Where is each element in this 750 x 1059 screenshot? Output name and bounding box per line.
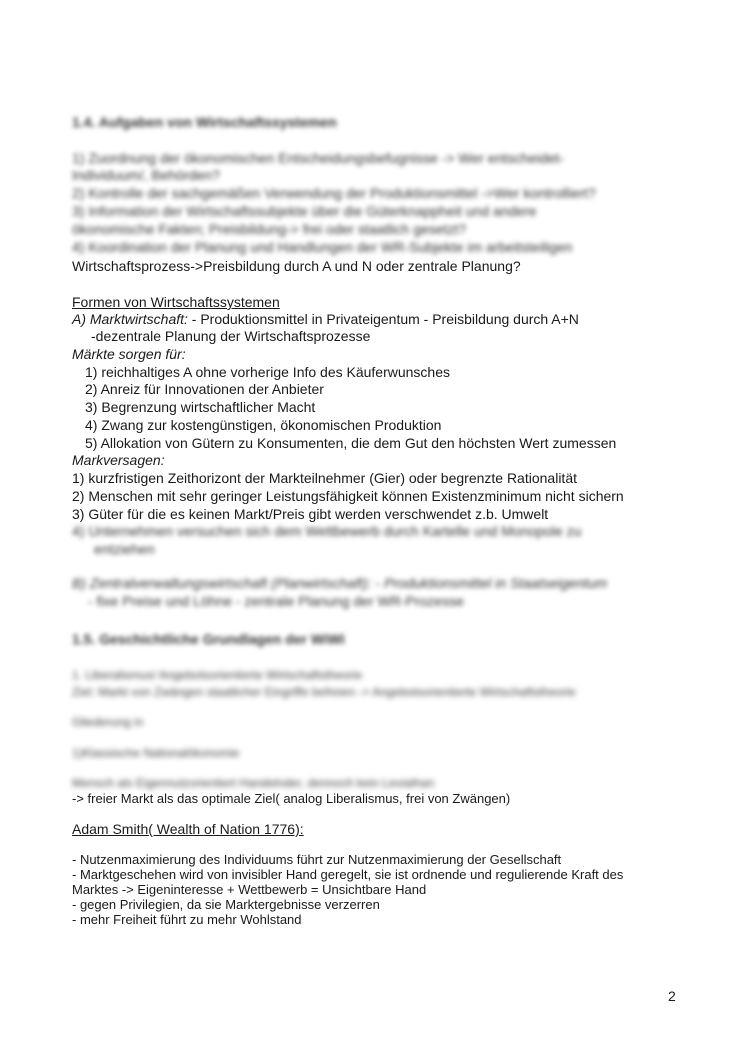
- market-economy-label: A) Marktwirtschaft:: [72, 311, 188, 327]
- human-line: Mensch als Eigennutzorientiert Handelnder, dennoch kein Leviathan: [72, 776, 435, 790]
- failure-item-4: 4) Unternehmen versuchen sich dem Wettbewerb durch Kartelle und Monopole zu: [72, 523, 582, 539]
- liberalism-line: 1. Liberalismus/ Angebotsorientierte Wirtschaftstheorie: [72, 668, 363, 682]
- task-item-4-cont: Wirtschaftsprozess->Preisbildung durch A und N oder zentrale Planung?: [72, 258, 521, 274]
- markets-provide-label: Märkte sorgen für:: [72, 346, 186, 362]
- free-market-line: -> freier Markt als das optimale Ziel( analog Liberalismus, frei von Zwängen): [72, 791, 511, 806]
- page-number: 2: [668, 988, 676, 1004]
- markets-item-2: 2) Anreiz für Innovationen der Anbieter: [85, 381, 324, 397]
- market-economy-line: [72, 311, 579, 329]
- markets-item-3: 3) Begrenzung wirtschaftlicher Macht: [85, 399, 316, 415]
- failure-item-1: 1) kurzfristigen Zeithorizont der Markteilnehmer (Gier) oder begrenzte Rationalität: [72, 470, 577, 486]
- forms-heading: Formen von Wirtschaftssystemen: [72, 294, 280, 310]
- smith-point-3: - gegen Privilegien, da sie Marktergebnisse verzerren: [72, 897, 380, 912]
- section-heading-1-4: 1.4. Aufgaben von Wirtschaftssystemen: [72, 114, 337, 130]
- market-economy-text: - Produktionsmittel in Privateigentum - Preisbildung durch A+N: [187, 311, 579, 327]
- failure-item-2: 2) Menschen mit sehr geringer Leistungsfähigkeit können Existenzminimum nicht sichern: [72, 488, 624, 504]
- goal-line: Ziel: Markt von Zwängen staatlicher Eingriffe befreien -> Angebotsorientierte Wirtschaftstheorie: [72, 685, 576, 699]
- classical-economics-line: 1)Klassische Nationalökonomie: [72, 746, 240, 760]
- task-item-2: 2) Kontrolle der sachgemäßen Verwendung der Produktionsmittel ->Wer kontrolliert?: [72, 185, 596, 201]
- markets-item-5: 5) Allokation von Gütern zu Konsumenten, die dem Gut den höchsten Wert zumessen: [85, 435, 617, 451]
- failure-item-4-cont: entziehen: [94, 541, 155, 557]
- task-item-4: 4) Koordination der Planung und Handlungen der WR-Subjekte im arbeitsteiligen: [72, 239, 573, 255]
- market-failure-label: Markversagen:: [72, 452, 165, 468]
- adam-smith-heading: Adam Smith( Wealth of Nation 1776):: [72, 821, 304, 837]
- task-item-3-cont: ökonomische Fakten; Preisbildung-> frei oder staatlich gesetzt?: [72, 221, 467, 237]
- smith-point-4: - mehr Freiheit führt zu mehr Wohlstand: [72, 912, 302, 927]
- smith-point-2: - Marktgeschehen wird von invisibler Hand geregelt, sie ist ordnende und regulierende Kraft des: [72, 867, 624, 882]
- markets-item-1: 1) reichhaltiges A ohne vorherige Info des Käuferwunsches: [85, 364, 451, 380]
- markets-item-4: 4) Zwang zur kostengünstigen, ökonomischen Produktion: [85, 417, 442, 433]
- task-item-1: 1) Zuordnung der ökonomischen Entscheidungsbefugnisse -> Wer entscheidet-: [72, 150, 564, 166]
- structure-line: Gliederung in: [72, 715, 144, 729]
- section-heading-1-5: 1.5. Geschichtliche Grundlagen der WiWi: [72, 631, 345, 647]
- task-item-3: 3) Information der Wirtschaftssubjekte über die Güterknappheit und andere: [72, 203, 537, 219]
- failure-item-3: 3) Güter für die es keinen Markt/Preis gibt werden verschwendet z.b. Umwelt: [72, 506, 549, 522]
- task-item-1-cont: Individuum/, Behörden?: [72, 167, 220, 183]
- smith-point-2-cont: Marktes -> Eigeninteresse + Wettbewerb = Unsichtbare Hand: [72, 882, 427, 897]
- smith-point-1: - Nutzenmaximierung des Individuums führt zur Nutzenmaximierung der Gesellschaft: [72, 852, 562, 867]
- planned-economy-line-2: - fixe Preise und Löhne - zentrale Planung der WR-Prozesse: [88, 593, 464, 609]
- planned-economy-line-1: B) Zentralverwaltungswirtschaft (Planwirtschaft): - Produktionsmittel in Staatseigentum: [72, 575, 608, 591]
- market-economy-text-2: -dezentrale Planung der Wirtschaftsprozesse: [91, 328, 371, 344]
